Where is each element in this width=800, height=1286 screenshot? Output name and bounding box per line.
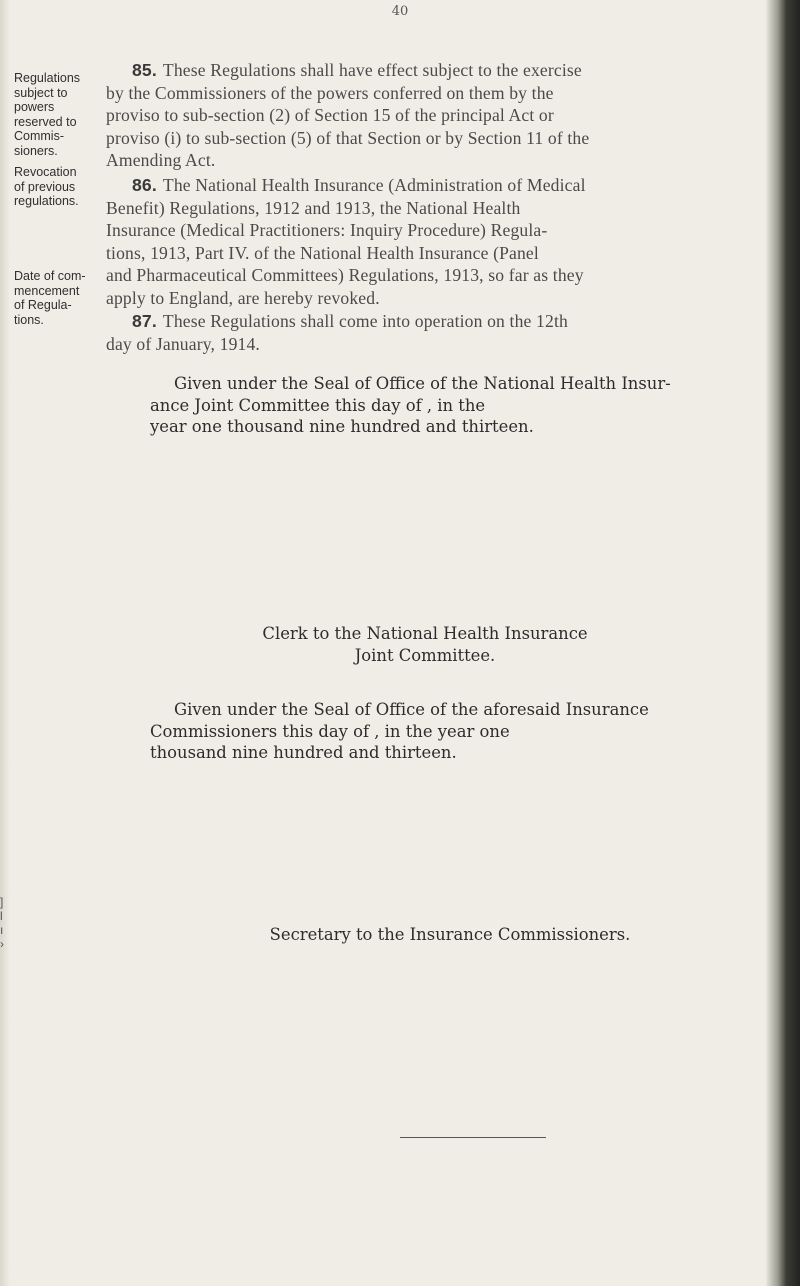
margin-note-revocation: Revocation of previous regulations. xyxy=(14,165,79,209)
paragraph-number: 85. xyxy=(132,60,157,80)
paragraph-85: 85. These Regulations shall have effect subject to the exercise by the Commissioners of the powers conferred on them by the proviso to sub-section (2) of Section 15 of the principal Act or proviso (i) to sub-section (5) of that Section or by Section 11 of the Amending Act. xyxy=(106,60,590,171)
paragraph-number: 86. xyxy=(132,175,157,195)
signature-divider-rule xyxy=(400,1137,546,1138)
margin-note-date-of-commencement: Date of com- mencement of Regula- tions. xyxy=(14,269,86,327)
secretary-signature: Secretary to the Insurance Commissioners. xyxy=(269,925,631,944)
paragraph-87: 87. These Regulations shall come into operation on the 12th day of January, 1914. xyxy=(106,311,568,354)
page-binding-edge xyxy=(766,0,800,1286)
left-edge-marks: ] l ı › xyxy=(0,895,4,951)
page-left-edge xyxy=(0,0,10,1286)
page-number: 40 xyxy=(391,4,409,19)
seal-clause-joint-committee: Given under the Seal of Office of the National Health Insur- ance Joint Committee this day of , in the year one thousand nine hundred and thirteen. xyxy=(150,374,671,437)
margin-note-regulations-subject: Regulations subject to powers reserved to Commis- sioners. xyxy=(14,71,81,158)
paragraph-number: 87. xyxy=(132,311,157,331)
paragraph-86: 86. The National Health Insurance (Administration of Medical Benefit) Regulations, 1912 and 1913, the National Health Insurance (Medical Practitioners: Inquiry Procedure) Regula- tions, 1913, Part IV. of the National Health Insurance (Panel and Pharmaceutical Committees) Regulations, 1913, so far as they apply to England, are hereby revoked. xyxy=(106,175,586,308)
clerk-signature-block: Clerk to the National Health Insurance Joint Committee. xyxy=(262,624,588,665)
seal-clause-commissioners: Given under the Seal of Office of the aforesaid Insurance Commissioners this day of , in the year one thousand nine hundred and thirteen. xyxy=(150,700,649,763)
